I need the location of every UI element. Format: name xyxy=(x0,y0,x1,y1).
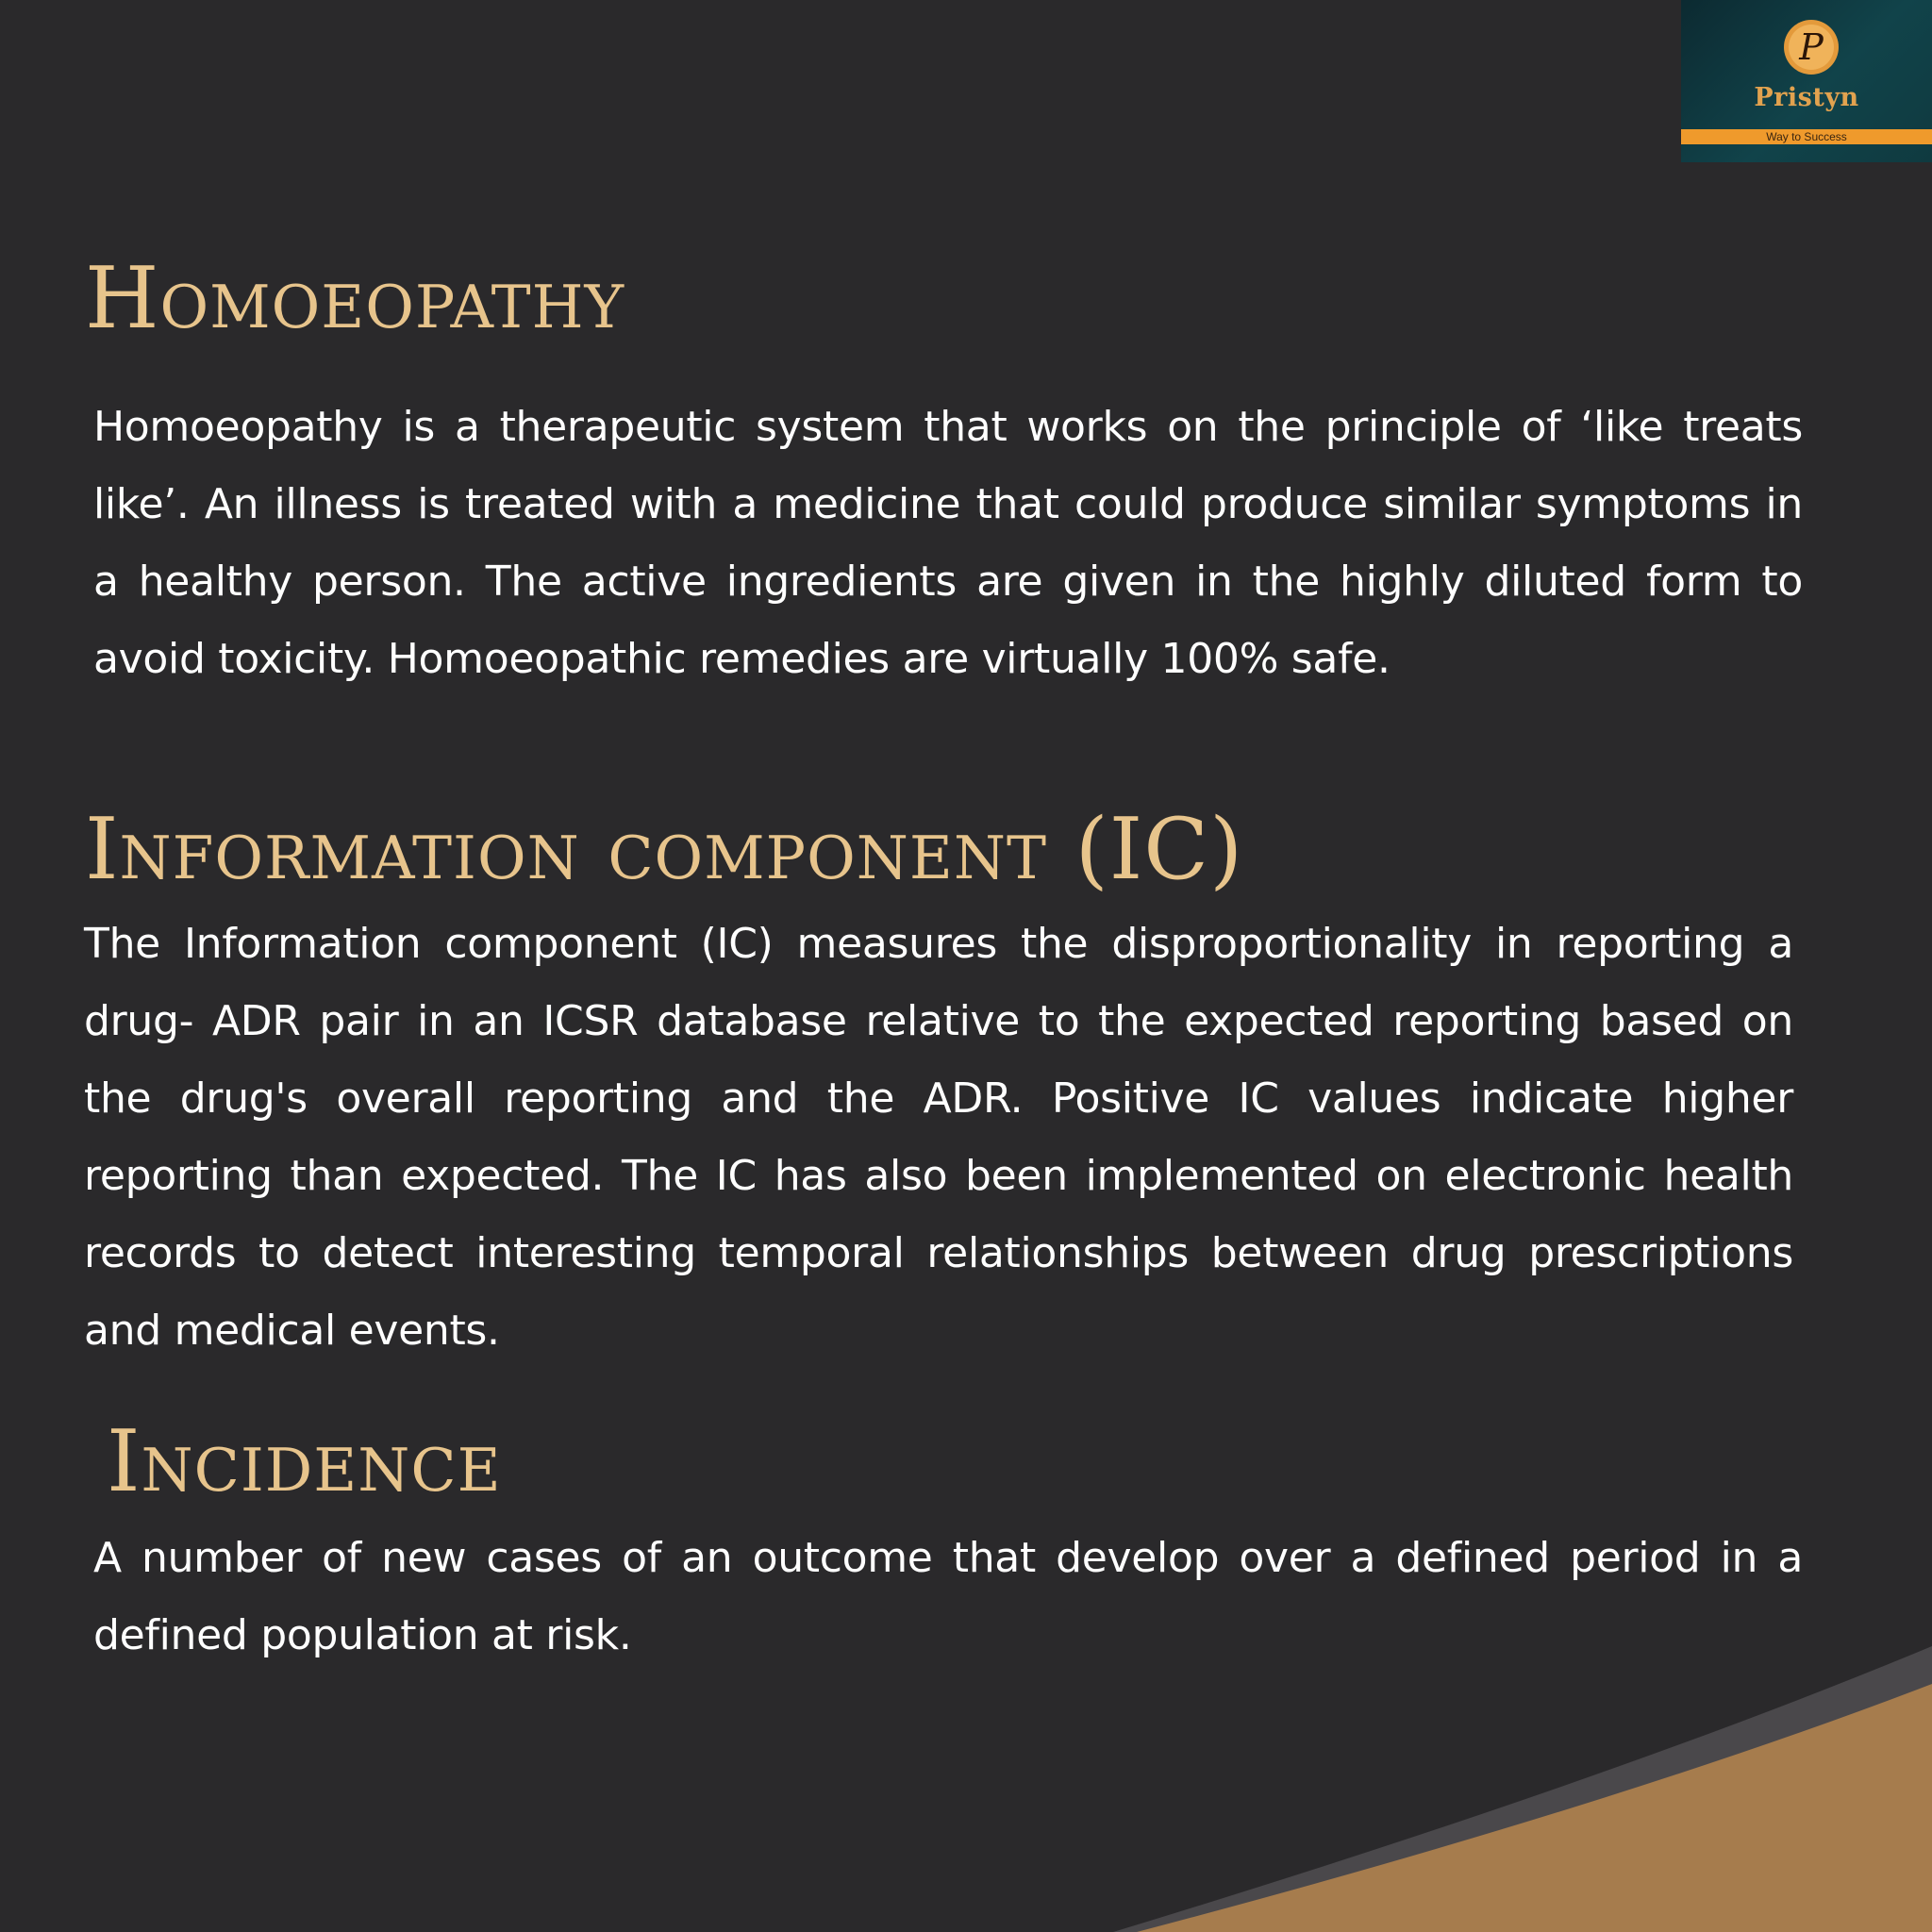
brand-logo xyxy=(1681,0,1932,162)
emblem-letter: P xyxy=(1799,26,1824,68)
heading-incidence: Incidence xyxy=(107,1412,502,1511)
brand-name: Pristyn xyxy=(1754,83,1859,112)
paragraph-information-component: The Information component (IC) measures the disproportionality in reporting a drug- ADR pair in an ICSR database relative to the expected reporting based on the drug's overall reporting and the ADR. Positive IC values indicate higher reporting than expected. The IC has also been implemented on electronic health records to detect interesting temporal relationships between drug prescriptions and medical events. xyxy=(84,920,1793,1355)
heading-information-component: Information component (IC) xyxy=(85,800,1244,899)
paragraph-incidence: A number of new cases of an outcome that develop over a defined period in a defined population at risk. xyxy=(93,1534,1803,1659)
heading-homoeopathy: Homoeopathy xyxy=(85,249,625,348)
paragraph-homoeopathy: Homoeopathy is a therapeutic system that works on the principle of ‘like treats like’. An illness is treated with a medicine that could produce similar symptoms in a healthy person. The active ingredients are given in the highly diluted form to avoid toxicity. Homoeopathic remedies are virtually 100% safe. xyxy=(93,403,1803,683)
pristyn-emblem-icon xyxy=(1782,18,1840,76)
brand-tagline: Way to Success xyxy=(1766,130,1847,143)
